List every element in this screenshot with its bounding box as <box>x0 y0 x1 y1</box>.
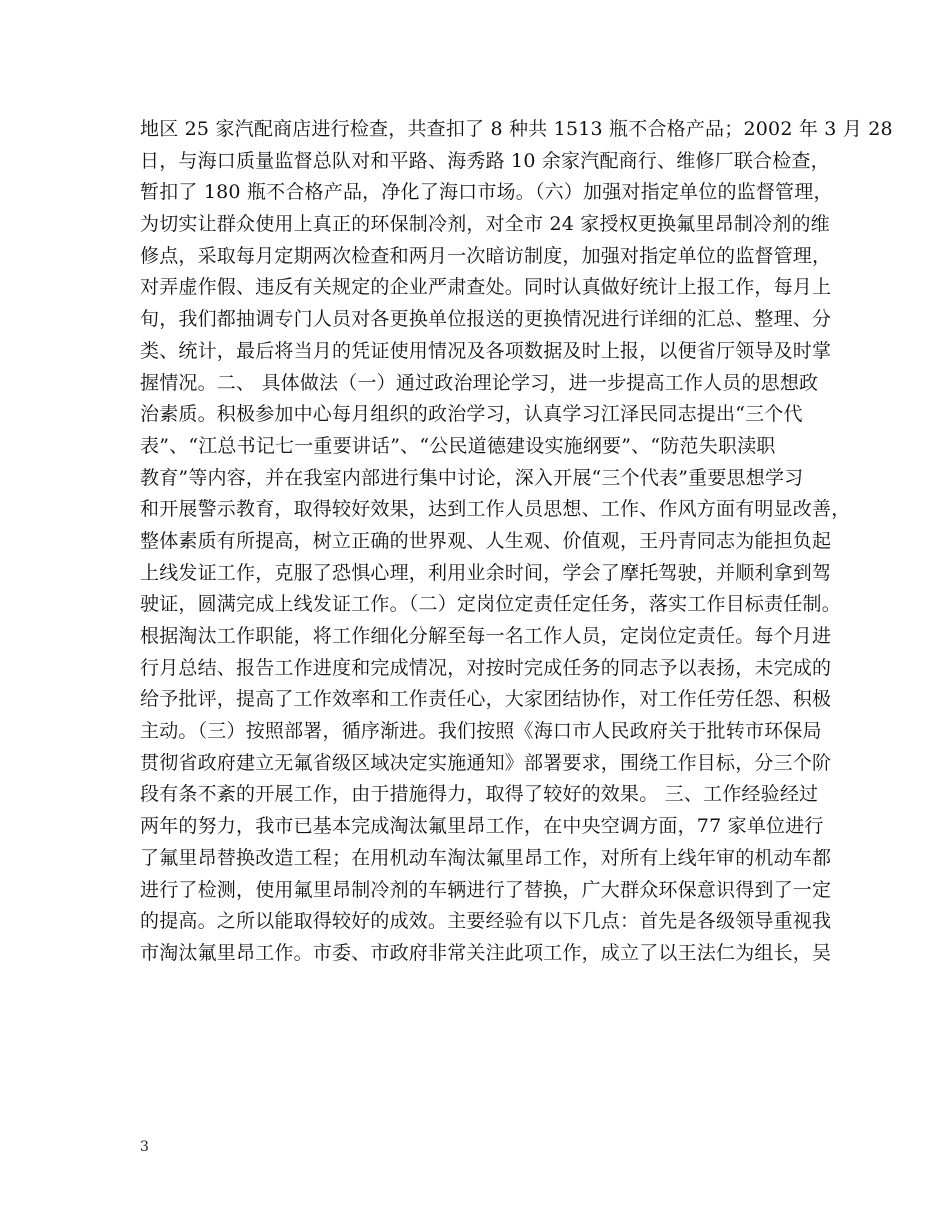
body-text-line: 贯彻省政府建立无氟省级区域决定实施通知》部署要求，围绕工作目标，分三个阶 <box>140 751 832 774</box>
body-text-line: 治素质。积极参加中心每月组织的政治学习，认真学习江泽民同志提出“三个代 <box>140 403 803 426</box>
body-text-line: 市淘汰氟里昂工作。市委、市政府非常关注此项工作，成立了以王法仁为组长，吴 <box>140 941 832 964</box>
body-text-line: 为切实让群众使用上真正的环保制冷剂，对全市 24 家授权更换氟里昂制冷剂的维 <box>140 213 830 236</box>
body-text-line: 整体素质有所提高，树立正确的世界观、人生观、价值观，王丹青同志为能担负起 <box>140 529 832 552</box>
body-text-line: 上线发证工作，克服了恐惧心理，利用业余时间，学会了摩托驾驶，并顺利拿到驾 <box>140 561 832 584</box>
body-text-line: 驶证，圆满完成上线发证工作。（二）定岗位定责任定任务，落实工作目标责任制。 <box>140 593 841 616</box>
body-text-line: 和开展警示教育，取得较好效果，达到工作人员思想、工作、作风方面有明显改善， <box>140 498 851 521</box>
body-text <box>140 114 893 970</box>
body-text-line: 地区 25 家汽配商店进行检查，共查扣了 8 种共 1513 瓶不合格产品；2002 年 3 月 28 <box>140 118 893 140</box>
body-text-line: 的提高。之所以能取得较好的成效。主要经验有以下几点：首先是各级领导重视我 <box>140 910 832 933</box>
body-text-line: 进行了检测，使用氟里昂制冷剂的车辆进行了替换，广大群众环保意识得到了一定 <box>140 878 832 901</box>
body-text-line: 段有条不紊的开展工作，由于措施得力，取得了较好的效果。 三、工作经验经过 <box>140 783 819 806</box>
body-text-line: 两年的努力，我市已基本完成淘汰氟里昂工作，在中央空调方面，77 家单位进行 <box>140 815 824 838</box>
body-text-line: 对弄虚作假、违反有关规定的企业严肃查处。同时认真做好统计上报工作，每月上 <box>140 276 832 299</box>
body-text-line: 教育”等内容，并在我室内部进行集中讨论，深入开展“三个代表”重要思想学习 <box>140 466 804 489</box>
body-text-line: 暂扣了 180 瓶不合格产品，净化了海口市场。（六）加强对指定单位的监督管理， <box>140 181 833 204</box>
page-number: 3 <box>140 1139 149 1155</box>
body-text-line: 修点，采取每月定期两次检查和两月一次暗访制度，加强对指定单位的监督管理， <box>140 244 832 267</box>
body-text-line: 表”、“江总书记七一重要讲话”、“公民道德建设实施纲要”、“防范失职渎职 <box>140 434 776 457</box>
body-text-line: 行月总结、报告工作进度和完成情况，对按时完成任务的同志予以表扬，未完成的 <box>140 656 832 679</box>
body-text-line: 握情况。二、 具体做法（一）通过政治理论学习，进一步提高工作人员的思想政 <box>140 371 819 394</box>
body-text-line: 了氟里昂替换改造工程；在用机动车淘汰氟里昂工作，对所有上线年审的机动车都 <box>140 846 832 869</box>
body-text-line: 给予批评，提高了工作效率和工作责任心，大家团结协作，对工作任劳任怨、积极 <box>140 688 832 711</box>
body-text-line: 类、统计，最后将当月的凭证使用情况及各项数据及时上报，以便省厅领导及时掌 <box>140 339 832 362</box>
body-text-line: 主动。（三）按照部署，循序渐进。我们按照《海口市人民政府关于批转市环保局 <box>140 720 822 743</box>
body-text-line: 根据淘汰工作职能，将工作细化分解至每一名工作人员，定岗位定责任。每个月进 <box>140 625 832 647</box>
body-text-line: 旬，我们都抽调专门人员对各更换单位报送的更换情况进行详细的汇总、整理、分 <box>140 308 832 331</box>
body-text-line: 日，与海口质量监督总队对和平路、海秀路 10 余家汽配商行、维修厂联合检查， <box>140 149 830 172</box>
